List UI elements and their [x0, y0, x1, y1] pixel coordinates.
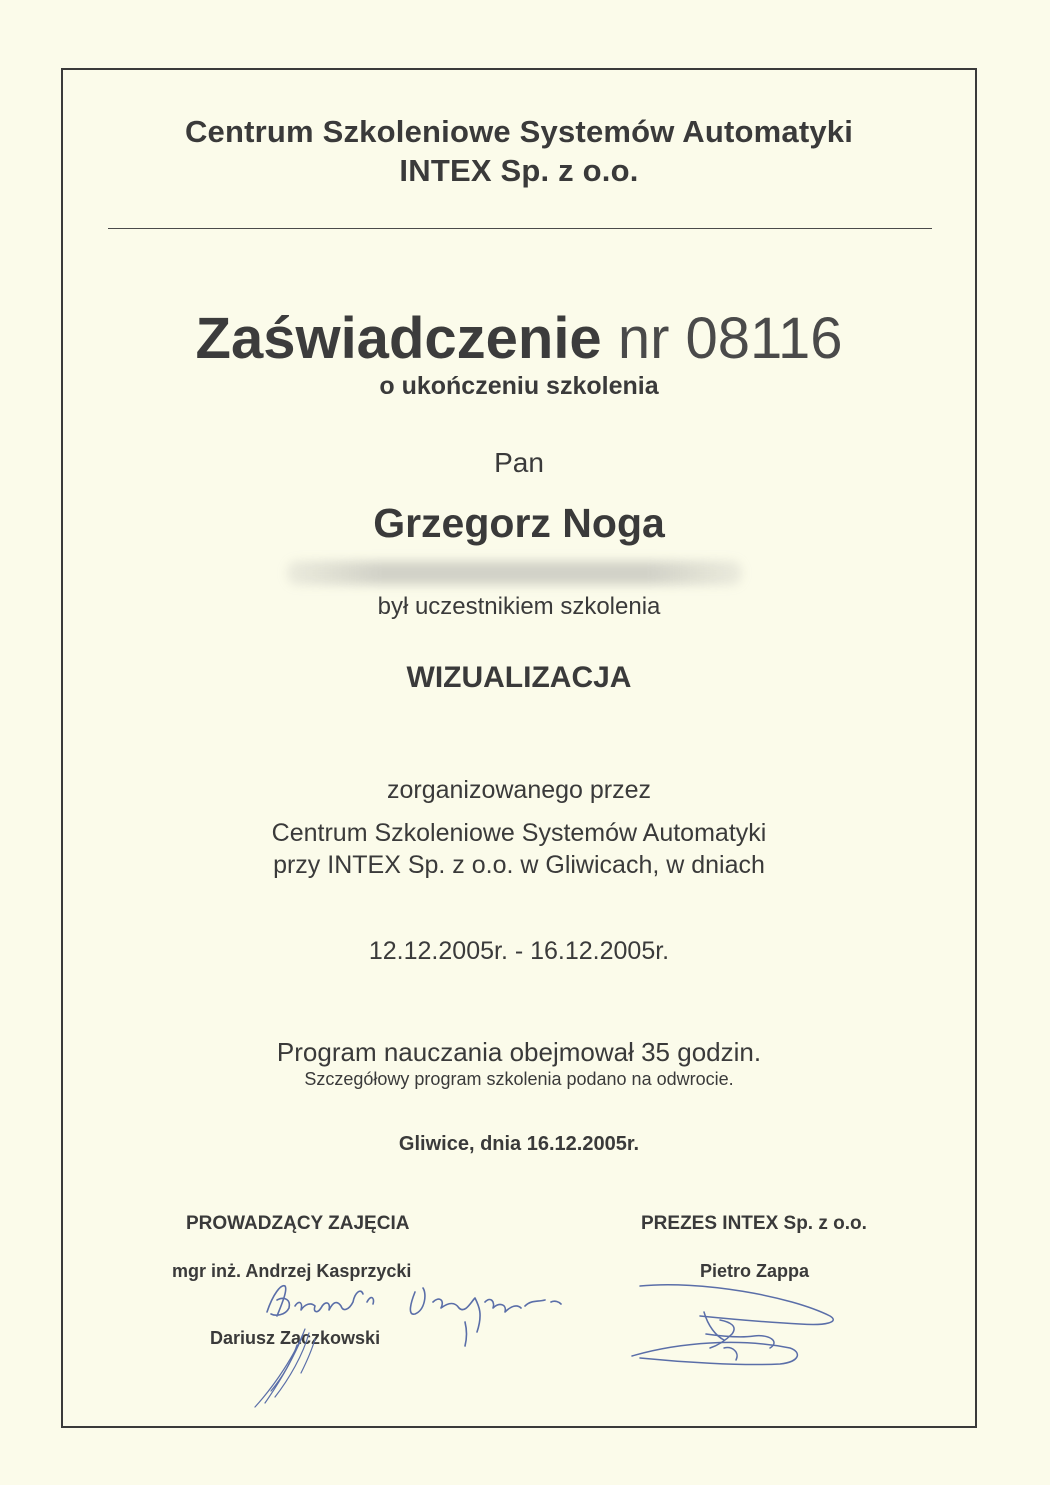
participation-statement: był uczestnikiem szkolenia: [377, 593, 661, 620]
president-name: Pietro Zappa: [700, 1261, 810, 1281]
program-note: Szczegółowy program szkolenia podano na odwrocie.: [304, 1069, 734, 1089]
certificate-number: nr 08116: [617, 306, 843, 371]
certificate-subtitle: o ukończeniu szkolenia: [379, 372, 659, 400]
header-divider: [108, 228, 932, 229]
program-hours: Program nauczania obejmował 35 godzin.: [276, 1037, 762, 1067]
instructor-heading: PROWADZĄCY ZAJĘCIA: [186, 1213, 410, 1234]
instructor-name-2: Dariusz Zaczkowski: [210, 1328, 381, 1348]
training-date-range: 12.12.2005r. - 16.12.2005r.: [368, 937, 670, 965]
president-heading: PREZES INTEX Sp. z o.o.: [641, 1213, 867, 1234]
instructor-signature-2: [245, 1325, 335, 1415]
issuer-name-line-2: INTEX Sp. z o.o.: [399, 153, 639, 188]
organizer-line-1: Centrum Szkoleniowe Systemów Automatyki: [271, 819, 767, 847]
recipient-salutation: Pan: [494, 447, 544, 478]
organizer-intro: zorganizowanego przez: [386, 776, 652, 804]
recipient-name: Grzegorz Noga: [373, 500, 665, 546]
redacted-birth-details: [287, 561, 742, 585]
issue-place-date: Gliwice, dnia 16.12.2005r.: [398, 1133, 640, 1155]
issuer-name-line-1: Centrum Szkoleniowe Systemów Automatyki: [184, 114, 854, 149]
certificate-title: [61, 305, 977, 372]
course-name: WIZUALIZACJA: [406, 661, 632, 694]
certificate-title-word: Zaświadczenie: [195, 306, 602, 371]
instructor-name-1: mgr inż. Andrzej Kasprzycki: [172, 1261, 412, 1281]
organizer-line-2: przy INTEX Sp. z o.o. w Gliwicach, w dniach: [273, 851, 765, 879]
president-signature: [620, 1276, 850, 1376]
